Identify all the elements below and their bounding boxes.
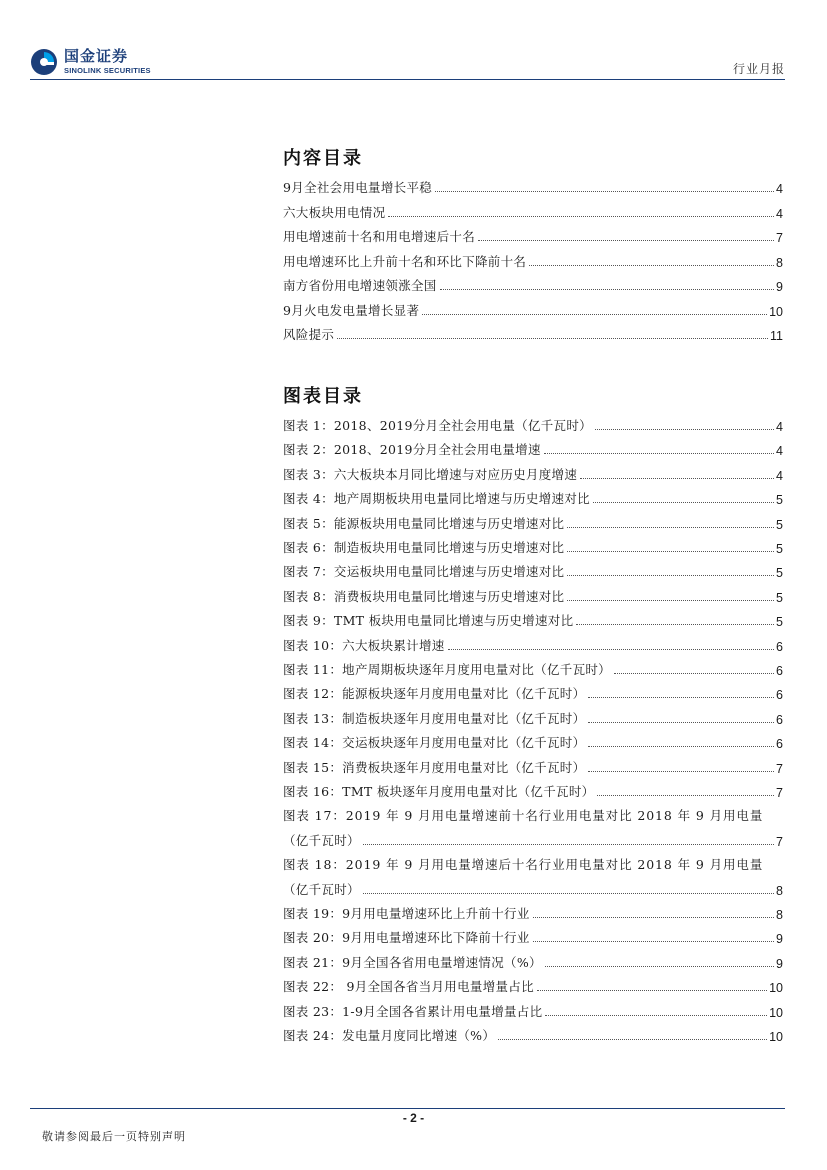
page-number: - 2 - bbox=[402, 1111, 425, 1125]
toc-entry[interactable] bbox=[283, 928, 783, 946]
toc-page-number: 6 bbox=[776, 639, 783, 654]
toc-page-number: 7 bbox=[776, 231, 783, 245]
footer-divider bbox=[30, 1108, 785, 1109]
toc-leader-dots bbox=[533, 917, 774, 918]
toc-entry[interactable] bbox=[283, 416, 783, 434]
toc-leader-dots bbox=[388, 216, 774, 217]
toc-entry[interactable] bbox=[283, 855, 783, 873]
toc-page-number: 9 bbox=[776, 280, 783, 294]
toc-entry-text: 图表 21：9月全国各省用电量增速情况（%） bbox=[283, 954, 542, 970]
toc-page-number: 5 bbox=[776, 517, 783, 532]
toc-leader-dots bbox=[567, 575, 774, 576]
toc-entry[interactable] bbox=[283, 227, 783, 245]
toc-leader-dots bbox=[567, 551, 774, 552]
toc-page-number: 4 bbox=[776, 182, 783, 196]
toc-page-number: 10 bbox=[769, 981, 783, 996]
toc-entry[interactable] bbox=[283, 758, 783, 776]
toc-leader-dots bbox=[440, 289, 774, 290]
toc-leader-dots bbox=[448, 649, 774, 650]
toc-page-number: 8 bbox=[776, 908, 783, 922]
toc-page-number: 6 bbox=[776, 737, 783, 752]
toc-entry[interactable] bbox=[283, 465, 783, 483]
toc-page-number: 9 bbox=[776, 956, 783, 971]
toc-leader-dots bbox=[567, 600, 774, 601]
toc-entry-text: 图表 23：1-9月全国各省累计用电量增量占比 bbox=[283, 1003, 543, 1019]
toc-page-number: 9 bbox=[776, 932, 783, 947]
toc-entry-text: 图表 5：能源板块用电量同比增速与历史增速对比 bbox=[283, 515, 565, 531]
toc-entry[interactable] bbox=[283, 733, 783, 751]
toc-entry-text: 六大板块用电情况 bbox=[283, 204, 386, 220]
toc-page-number: 8 bbox=[776, 255, 783, 270]
toc-entry[interactable] bbox=[283, 252, 783, 270]
toc-entry[interactable] bbox=[283, 953, 783, 971]
toc-leader-dots bbox=[580, 478, 774, 479]
toc-page-number: 5 bbox=[776, 615, 783, 630]
toc-entry-text: 图表 7：交运板块用电量同比增速与历史增速对比 bbox=[283, 564, 565, 580]
toc-entry[interactable] bbox=[283, 325, 783, 343]
toc-entry[interactable] bbox=[283, 587, 783, 605]
toc-entry-text: 图表 9：TMT 板块用电量同比增速与历史增速对比 bbox=[283, 613, 574, 629]
toc-entry-text: 图表 11：地产周期板块逐年月度用电量对比（亿千瓦时） bbox=[283, 662, 611, 677]
toc-entry[interactable] bbox=[283, 562, 783, 580]
toc-entry-text: 图表 14：交运板块逐年月度用电量对比（亿千瓦时） bbox=[283, 735, 586, 751]
toc-entry-continuation-text: （亿千瓦时） bbox=[283, 881, 360, 897]
header-divider bbox=[30, 79, 785, 80]
toc-page-number: 10 bbox=[769, 304, 783, 319]
toc-entry[interactable] bbox=[283, 904, 783, 922]
toc-entry[interactable] bbox=[283, 684, 783, 702]
toc-entry-text: 图表 3：六大板块本月同比增速与对应历史月度增速 bbox=[283, 466, 578, 482]
toc-leader-dots bbox=[595, 429, 774, 430]
toc-entry-text: 图表 22： 9月全国各省当月用电量增量占比 bbox=[283, 979, 534, 995]
toc-leader-dots bbox=[363, 844, 774, 845]
toc-entry[interactable] bbox=[283, 440, 783, 458]
toc-leader-dots bbox=[567, 527, 774, 528]
toc-leader-dots bbox=[363, 893, 774, 894]
toc-page-number: 7 bbox=[776, 834, 783, 849]
toc-leader-dots bbox=[588, 771, 774, 772]
toc-page-number: 8 bbox=[776, 883, 783, 898]
toc-entry[interactable] bbox=[283, 1026, 783, 1044]
toc-leader-dots bbox=[537, 990, 767, 991]
logo-chinese-name: 国金证券 bbox=[64, 47, 129, 66]
toc-entry-text: 南方省份用电增速领涨全国 bbox=[283, 278, 437, 293]
toc-leader-dots bbox=[529, 265, 774, 266]
toc-leader-dots bbox=[337, 338, 768, 339]
toc-page-number: 4 bbox=[776, 468, 783, 483]
toc-entry-text: 图表 6：制造板块用电量同比增速与历史增速对比 bbox=[283, 540, 565, 555]
toc-entry-text: 图表 13：制造板块逐年月度用电量对比（亿千瓦时） bbox=[283, 710, 586, 726]
toc-entry-text: 风险提示 bbox=[283, 327, 335, 342]
toc-leader-dots bbox=[422, 314, 767, 315]
contents-title: 内容目录 bbox=[283, 148, 363, 169]
toc-leader-dots bbox=[498, 1039, 767, 1040]
toc-entry-text: 图表 2：2018、2019分月全社会用电量增速 bbox=[283, 442, 541, 458]
page-header bbox=[0, 0, 827, 80]
toc-leader-dots bbox=[588, 697, 774, 698]
toc-entry-continuation-text: （亿千瓦时） bbox=[283, 832, 360, 848]
toc-entry-text: 图表 18：2019 年 9 月用电量增速后十名行业用电量对比 2018 年 9 月用电量 bbox=[283, 857, 764, 873]
toc-page-number: 11 bbox=[770, 329, 783, 343]
company-logo bbox=[30, 46, 151, 78]
toc-entry-text: 图表 15：消费板块逐年月度用电量对比（亿千瓦时） bbox=[283, 759, 586, 775]
toc-entry[interactable] bbox=[283, 538, 783, 556]
toc-entry[interactable] bbox=[283, 660, 783, 678]
toc-entry[interactable] bbox=[283, 203, 783, 221]
logo-icon bbox=[30, 48, 58, 76]
toc-page-number: 5 bbox=[776, 493, 783, 508]
figures-title: 图表目录 bbox=[283, 386, 363, 407]
toc-entry[interactable] bbox=[283, 514, 783, 532]
toc-page-number: 6 bbox=[776, 712, 783, 727]
toc-page-number: 5 bbox=[776, 566, 783, 581]
toc-leader-dots bbox=[614, 673, 774, 674]
toc-entry-text: 图表 4：地产周期板块用电量同比增速与历史增速对比 bbox=[283, 491, 590, 507]
toc-entry-text: 9月全社会用电量增长平稳 bbox=[283, 180, 433, 195]
toc-entry-continuation[interactable] bbox=[283, 880, 783, 898]
toc-leader-dots bbox=[545, 966, 774, 967]
toc-page-number: 7 bbox=[776, 786, 783, 800]
toc-entry-text: 图表 24：发电量月度同比增速（%） bbox=[283, 1028, 496, 1043]
toc-leader-dots bbox=[545, 1015, 767, 1016]
toc-entry-text: 图表 17：2019 年 9 月用电量增速前十名行业用电量对比 2018 年 9 月用电量 bbox=[283, 808, 764, 824]
report-type-label: 行业月报 bbox=[732, 62, 785, 76]
toc-leader-dots bbox=[588, 722, 774, 723]
toc-leader-dots bbox=[533, 941, 774, 942]
toc-page-number: 5 bbox=[776, 590, 783, 605]
footer-disclaimer: 敬请参阅最后一页特别声明 bbox=[42, 1130, 186, 1143]
toc-entry[interactable] bbox=[283, 178, 783, 196]
toc-entry[interactable] bbox=[283, 709, 783, 727]
toc-leader-dots bbox=[576, 624, 774, 625]
toc-entry[interactable] bbox=[283, 611, 783, 629]
toc-page-number: 10 bbox=[769, 1005, 783, 1020]
toc-entry[interactable] bbox=[283, 1002, 783, 1020]
toc-entry[interactable] bbox=[283, 636, 783, 654]
toc-entry-text: 图表 8：消费板块用电量同比增速与历史增速对比 bbox=[283, 588, 565, 604]
toc-entry-text: 图表 1：2018、2019分月全社会用电量（亿千瓦时） bbox=[283, 418, 592, 433]
toc-entry[interactable] bbox=[283, 782, 783, 800]
toc-entry-text: 图表 16：TMT 板块逐年月度用电量对比（亿千瓦时） bbox=[283, 784, 595, 799]
toc-entry-text: 图表 10：六大板块累计增速 bbox=[283, 637, 445, 653]
toc-entry-text: 用电增速环比上升前十名和环比下降前十名 bbox=[283, 253, 527, 269]
toc-page-number: 7 bbox=[776, 761, 783, 776]
toc-page-number: 6 bbox=[776, 688, 783, 703]
toc-leader-dots bbox=[544, 453, 774, 454]
toc-page-number: 4 bbox=[776, 206, 783, 221]
toc-entry[interactable] bbox=[283, 301, 783, 319]
toc-page-number: 6 bbox=[776, 664, 783, 678]
toc-entry-text: 图表 12：能源板块逐年月度用电量对比（亿千瓦时） bbox=[283, 686, 586, 702]
toc-leader-dots bbox=[588, 746, 774, 747]
toc-leader-dots bbox=[478, 240, 774, 241]
toc-entry-text: 图表 19：9月用电量增速环比上升前十行业 bbox=[283, 906, 530, 921]
toc-entry[interactable] bbox=[283, 489, 783, 507]
toc-page-number: 5 bbox=[776, 542, 783, 556]
toc-entry[interactable] bbox=[283, 276, 783, 294]
toc-entry-text: 用电增速前十名和用电增速后十名 bbox=[283, 229, 476, 244]
toc-page-number: 10 bbox=[769, 1030, 783, 1044]
toc-entry[interactable] bbox=[283, 806, 783, 824]
toc-leader-dots bbox=[593, 502, 774, 503]
toc-leader-dots bbox=[435, 191, 774, 192]
toc-entry-text: 9月火电发电量增长显著 bbox=[283, 302, 420, 318]
toc-entry[interactable] bbox=[283, 977, 783, 995]
toc-entry-continuation[interactable] bbox=[283, 831, 783, 849]
toc-leader-dots bbox=[597, 795, 774, 796]
toc-page-number: 4 bbox=[776, 444, 783, 459]
toc-page-number: 4 bbox=[776, 420, 783, 434]
toc-entry-text: 图表 20：9月用电量增速环比下降前十行业 bbox=[283, 930, 530, 946]
logo-english-name: SINOLINK SECURITIES bbox=[64, 66, 151, 76]
